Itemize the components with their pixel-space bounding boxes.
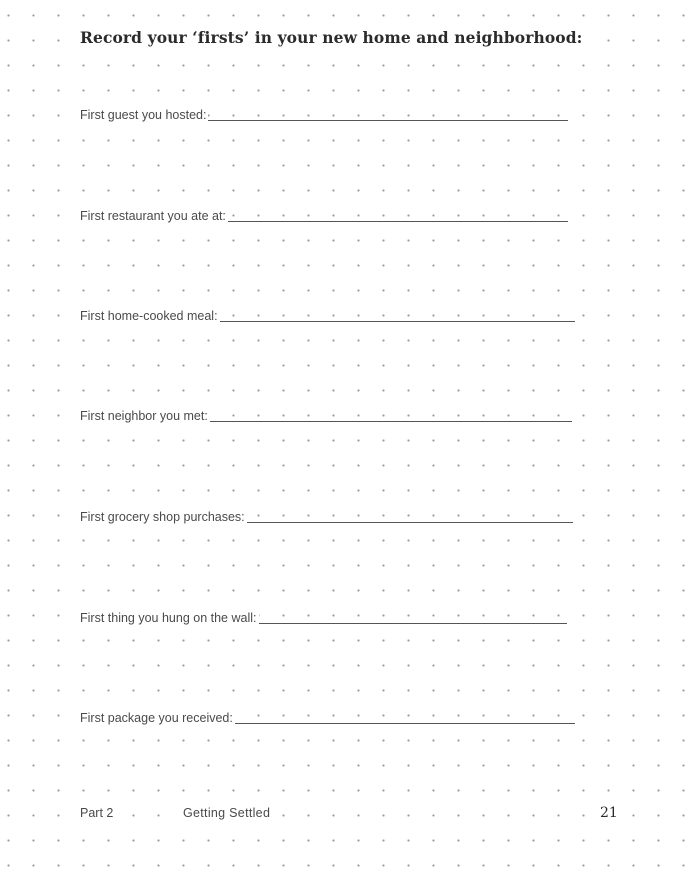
first-grocery-label: First grocery shop purchases: [80, 510, 245, 524]
page-number: 21 [597, 805, 621, 821]
first-restaurant-field[interactable] [80, 204, 568, 224]
first-guest-label: First guest you hosted: [80, 108, 207, 122]
first-wall-label: First thing you hung on the wall: [80, 611, 257, 625]
first-meal-field[interactable] [80, 304, 575, 324]
first-restaurant-label: First restaurant you ate at: [80, 209, 226, 223]
first-grocery-field[interactable] [80, 505, 573, 525]
first-neighbor-blank[interactable] [210, 421, 572, 422]
first-grocery-blank[interactable] [247, 522, 573, 523]
first-meal-blank[interactable] [220, 321, 575, 322]
first-neighbor-label: First neighbor you met: [80, 409, 208, 423]
first-package-blank[interactable] [235, 723, 575, 724]
first-restaurant-blank[interactable] [228, 221, 568, 222]
first-wall-field[interactable] [80, 606, 567, 626]
first-wall-blank[interactable] [259, 623, 567, 624]
footer-part-label: Part 2 [80, 806, 116, 820]
first-package-field[interactable] [80, 706, 575, 726]
first-guest-blank[interactable] [208, 120, 568, 121]
first-guest-field[interactable] [80, 103, 568, 123]
page-heading: Record your ‘firsts’ in your new home and neighborhood: [80, 28, 588, 47]
first-package-label: First package you received: [80, 711, 233, 725]
footer-section-title: Getting Settled [180, 806, 273, 820]
first-meal-label: First home-cooked meal: [80, 309, 218, 323]
first-neighbor-field[interactable] [80, 404, 572, 424]
